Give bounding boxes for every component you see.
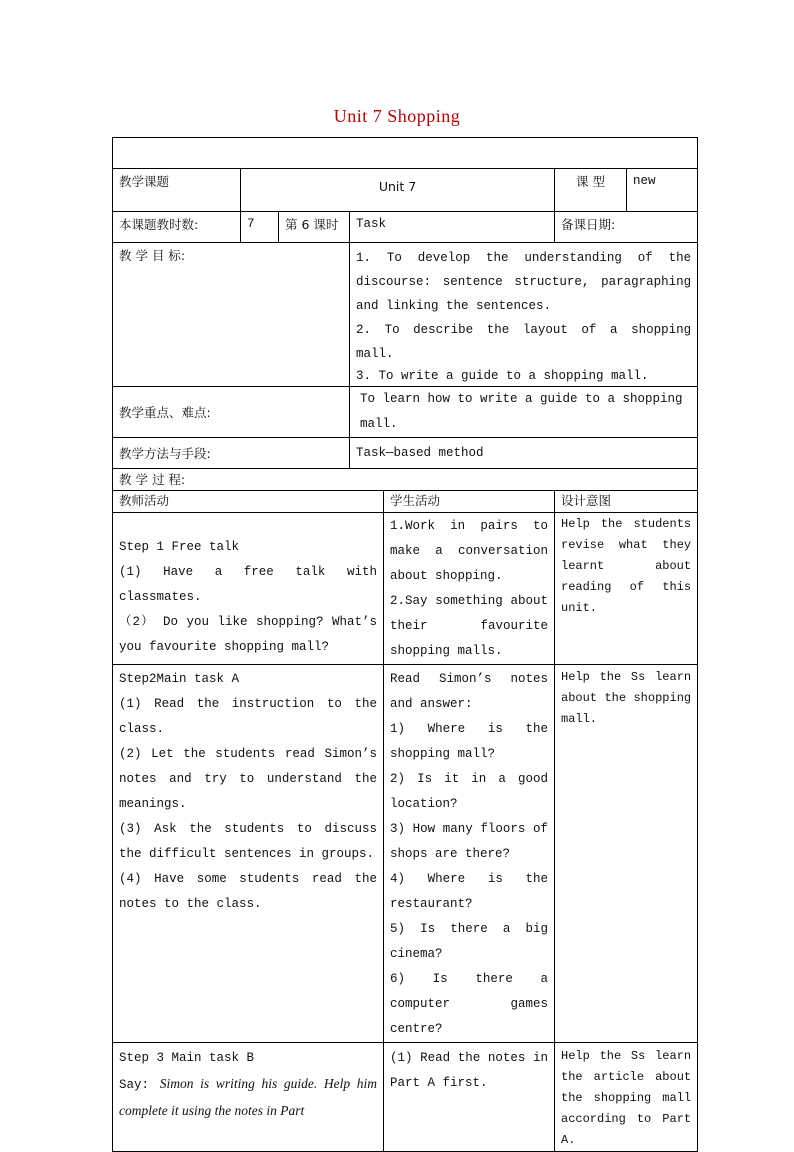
teacher-line: （2） Do you like shopping? What’s you favourite shopping mall? xyxy=(119,615,377,654)
student-line: 3) How many floors of shops are there? xyxy=(390,822,548,861)
student-line: (1) Read the notes in Part A first. xyxy=(390,1051,548,1090)
step-1-student xyxy=(384,513,555,665)
student-line: 1) Where is the shopping mall? xyxy=(390,722,548,761)
teacher-line: (1) Have a free talk with classmates. xyxy=(119,565,377,604)
lesson-plan-table xyxy=(112,137,698,1152)
method-row xyxy=(113,438,698,469)
student-line: 5) Is there a big cinema? xyxy=(390,922,548,961)
type-value: new xyxy=(627,169,698,212)
student-line: Read Simon’s notes and answer: xyxy=(390,672,548,711)
objective-item: 3. To write a guide to a shopping mall. xyxy=(356,369,649,383)
step-2-row xyxy=(113,665,698,1043)
col-student: 学生活动 xyxy=(384,491,555,513)
topic-label: 教学课题 xyxy=(113,169,241,212)
hours-value: 7 xyxy=(241,212,279,243)
objectives-list xyxy=(350,243,698,387)
objectives-label: 教 学 目 标: xyxy=(113,243,350,387)
step-1-row xyxy=(113,513,698,665)
process-row xyxy=(113,469,698,491)
method-label: 教学方法与手段: xyxy=(113,438,350,469)
student-line: 2.Say something about their favourite shopping malls. xyxy=(390,594,548,658)
teacher-line: Step2Main task A xyxy=(119,672,240,686)
teacher-line: Step 1 Free talk xyxy=(119,540,240,554)
method-value: Task—based method xyxy=(350,438,698,469)
document-title: Unit 7 Shopping xyxy=(333,106,461,126)
objective-item: 2. To describe the layout of a shopping mall. xyxy=(356,323,692,361)
step-2-teacher xyxy=(113,665,384,1043)
period-value: Task xyxy=(350,212,555,243)
teacher-line: (1) Read the instruction to the class. xyxy=(119,697,377,736)
objectives-row xyxy=(113,243,698,387)
blank-row xyxy=(113,138,698,169)
teacher-italic: Simon is writing his guide. Help him complete it using the notes in Part xyxy=(119,1076,377,1118)
student-line: 4) Where is the restaurant? xyxy=(390,872,548,911)
teacher-line: (3) Ask the students to discuss the difficult sentences in groups. xyxy=(119,822,377,861)
hours-row xyxy=(113,212,698,243)
step-2-design: Help the Ss learn about the shopping mall. xyxy=(555,665,698,1043)
say-label: Say: xyxy=(119,1078,160,1092)
student-line: 2) Is it in a good location? xyxy=(390,772,548,811)
keypoints-value: To learn how to write a guide to a shopping mall. xyxy=(350,387,698,438)
step-3-design: Help the Ss learn the article about the shopping mall according to Part A. xyxy=(555,1043,698,1152)
keypoints-label: 教学重点、难点: xyxy=(113,387,350,438)
step-2-student xyxy=(384,665,555,1043)
column-header-row xyxy=(113,491,698,513)
student-line: 1.Work in pairs to make a conversation about shopping. xyxy=(390,519,548,583)
step-1-design: Help the students revise what they learnt about reading of this unit. xyxy=(555,513,698,665)
teacher-line: Step 3 Main task B xyxy=(119,1051,255,1065)
step-3-teacher xyxy=(113,1043,384,1152)
objective-item: 1. To develop the understanding of the discourse: sentence structure, paragraphing and linking the sentences. xyxy=(356,251,692,313)
keypoints-row xyxy=(113,387,698,438)
period-label: 第 6 课时 xyxy=(279,212,350,243)
topic-value: Unit 7 xyxy=(241,169,555,212)
student-line: 6) Is there a computer games centre? xyxy=(390,972,548,1036)
col-teacher: 教师活动 xyxy=(113,491,384,513)
hours-label: 本课题教时数: xyxy=(113,212,241,243)
teacher-line: (4) Have some students read the notes to the class. xyxy=(119,872,377,911)
type-label: 课 型 xyxy=(555,169,627,212)
col-design: 设计意图 xyxy=(555,491,698,513)
process-label: 教 学 过 程: xyxy=(113,469,698,491)
step-1-teacher xyxy=(113,513,384,665)
step-3-student xyxy=(384,1043,555,1152)
date-label: 备课日期: xyxy=(555,212,698,243)
step-3-row xyxy=(113,1043,698,1152)
topic-row xyxy=(113,169,698,212)
teacher-line: (2) Let the students read Simon’s notes and try to understand the meanings. xyxy=(119,747,377,811)
